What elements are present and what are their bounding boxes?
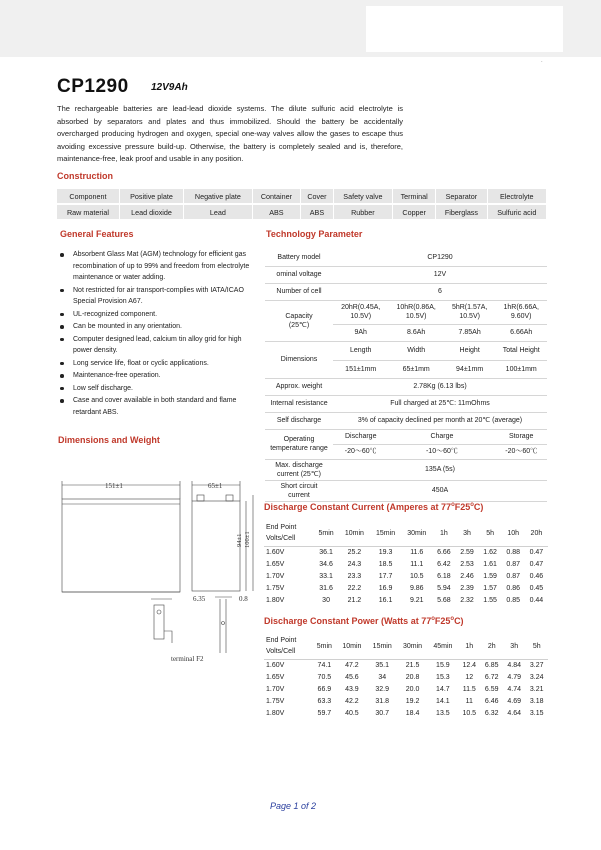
tech-label: Operating temperature range xyxy=(265,429,333,459)
table-cell: 21.5 xyxy=(405,662,420,669)
table-cell: 34.6 xyxy=(319,561,333,568)
table-cell: 24.3 xyxy=(347,561,362,568)
table-cell: 1.59 xyxy=(483,573,497,580)
table-cell: 0.45 xyxy=(529,585,544,592)
table-cell: 45.6 xyxy=(345,674,359,681)
tech-row xyxy=(265,266,547,283)
top-band xyxy=(0,0,601,57)
table-cell: 25.2 xyxy=(347,549,362,556)
power-heading-mid: F25 xyxy=(434,616,451,626)
power-discharge-table xyxy=(264,634,548,720)
table-cell: 11 xyxy=(465,698,473,705)
terminal-label: terminal F2 xyxy=(171,655,204,663)
feature-item: Can be mounted in any orientation. xyxy=(58,321,250,333)
tech-row xyxy=(265,249,547,266)
end-voltage-cell: 1.70V xyxy=(266,686,285,693)
power-header-cell: 30min xyxy=(397,634,427,659)
construction-cell: Raw material xyxy=(57,204,119,220)
current-header-cell: 5h xyxy=(479,521,502,546)
power-header-cell: 10min xyxy=(337,634,367,659)
tech-row xyxy=(265,300,547,324)
table-cell: 21.2 xyxy=(347,597,362,604)
table-cell: 0.46 xyxy=(529,573,544,580)
table-cell: 9.21 xyxy=(409,597,424,604)
end-voltage-cell: 1.60V xyxy=(266,662,285,669)
tech-label: Short circuit current xyxy=(265,480,333,501)
tech-row xyxy=(265,395,547,412)
terminal-detail-drawing xyxy=(151,597,232,653)
table-cell: 5.94 xyxy=(437,585,451,592)
table-cell: 13.5 xyxy=(436,710,450,717)
power-header-cell: 1h xyxy=(458,634,480,659)
table-cell: 4.69 xyxy=(507,698,522,705)
op-temp-value: -20～60℃ xyxy=(495,444,547,459)
table-cell: 2.32 xyxy=(460,597,474,604)
power-first-header: End Point Volts/Cell xyxy=(264,634,312,659)
table-cell: 3.27 xyxy=(529,662,544,669)
capacity-rate: 5hR(1.57A, 10.5V) xyxy=(444,300,496,324)
tech-heading: Technology Parameter xyxy=(266,229,363,239)
table-row xyxy=(264,696,548,708)
power-header-row xyxy=(264,634,548,659)
table-cell: 31.6 xyxy=(319,585,333,592)
power-header-cell: 45min xyxy=(428,634,458,659)
table-row xyxy=(264,571,548,583)
table-cell: 2.59 xyxy=(460,549,474,556)
dim-value: 65±1mm xyxy=(388,360,443,378)
current-heading-deg2: o xyxy=(470,502,474,508)
feature-item: Computer designed lead, calcium tin alloy grid for high power density. xyxy=(58,334,250,357)
current-header-cell: 10min xyxy=(339,521,370,546)
table-cell: 10.5 xyxy=(409,573,424,580)
table-cell: 16.9 xyxy=(378,585,393,592)
dim-value: 100±1mm xyxy=(495,360,547,378)
current-header-cell: 30min xyxy=(401,521,432,546)
current-body xyxy=(264,546,548,607)
table-cell: 15.9 xyxy=(436,662,450,669)
dim-header: Total Height xyxy=(495,341,547,360)
op-temp-value: -20～60℃ xyxy=(333,444,388,459)
table-cell: 19.2 xyxy=(405,698,420,705)
table-cell: 14.1 xyxy=(436,698,450,705)
table-cell: 17.7 xyxy=(378,573,393,580)
intro-paragraph: The rechargeable batteries are lead-lead dioxide systems. The dilute sulfuric acid electrolyte is absorbed by separators and plates and thus immobilized. Should the battery be accidentally overcharged producing hydrogen and oxygen, special one-way valves allow the gases to escape thus avoiding excessive pressure build-up. Otherwise, the battery is completely sealed and is, therefore, maintenance-free, leak proof and usable in any position. xyxy=(57,104,403,164)
tech-value: CP1290 xyxy=(333,249,547,266)
table-cell: 0.85 xyxy=(506,597,521,604)
table-cell: 18.4 xyxy=(405,710,420,717)
current-header-cell: 10h xyxy=(502,521,525,546)
construction-header-cell: Component xyxy=(57,189,119,204)
table-cell: 40.5 xyxy=(345,710,359,717)
end-voltage-cell: 1.60V xyxy=(266,549,285,556)
table-cell: 30 xyxy=(322,597,330,604)
power-header-cell: 3h xyxy=(503,634,525,659)
op-temp-header: Storage xyxy=(495,429,547,444)
table-cell: 18.5 xyxy=(378,561,393,568)
capacity-value: 9Ah xyxy=(333,324,388,341)
table-cell: 14.7 xyxy=(436,686,450,693)
table-cell: 6.42 xyxy=(437,561,451,568)
feature-item: Case and cover available in both standard and flame retardant ABS. xyxy=(58,395,250,418)
power-heading-post: C) xyxy=(454,616,464,626)
table-cell: 20.8 xyxy=(405,674,420,681)
tab-thickness-label: 0.8 xyxy=(239,595,248,603)
capacity-rate: 10hR(0.86A, 10.5V) xyxy=(388,300,443,324)
construction-cell: Lead xyxy=(184,204,252,220)
tech-row xyxy=(265,480,547,501)
construction-cell: Copper xyxy=(393,204,436,220)
table-cell: 6.32 xyxy=(484,710,499,717)
tech-label: Battery model xyxy=(265,249,333,266)
tech-value: 135A (5s) xyxy=(333,459,547,480)
construction-cell: Fiberglass xyxy=(436,204,487,220)
op-temp-header: Discharge xyxy=(333,429,388,444)
table-cell: 34 xyxy=(378,674,387,681)
table-cell: 11.5 xyxy=(462,686,476,693)
features-list xyxy=(58,249,250,419)
tech-value: 12V xyxy=(333,266,547,283)
tech-row xyxy=(265,429,547,444)
table-cell: 1.62 xyxy=(483,549,497,556)
features-heading: General Features xyxy=(60,229,134,239)
power-header-cell: 2h xyxy=(481,634,503,659)
table-cell: 4.79 xyxy=(507,674,522,681)
table-cell: 19.3 xyxy=(378,549,393,556)
table-row xyxy=(264,559,548,571)
current-discharge-table xyxy=(264,521,548,607)
table-cell: 70.5 xyxy=(317,674,332,681)
dim-header: Width xyxy=(388,341,443,360)
dimension-drawing xyxy=(60,471,255,671)
table-cell: 6.72 xyxy=(484,674,499,681)
logo-box xyxy=(366,6,563,52)
table-cell: 36.1 xyxy=(319,549,333,556)
current-header-row xyxy=(264,521,548,546)
tech-label: ominal voltage xyxy=(265,266,333,283)
table-cell: 4.74 xyxy=(507,686,522,693)
construction-cell: ABS xyxy=(252,204,301,220)
construction-header-row xyxy=(57,189,547,204)
table-cell: 42.2 xyxy=(345,698,359,705)
tech-label: Dimensions xyxy=(265,341,333,378)
tech-label: Approx. weight xyxy=(265,378,333,395)
table-row xyxy=(264,583,548,595)
tech-row xyxy=(265,412,547,429)
tech-label: Capacity (25℃) xyxy=(265,300,333,341)
dim-value: 94±1mm xyxy=(444,360,496,378)
table-cell: 20.0 xyxy=(405,686,420,693)
end-voltage-cell: 1.75V xyxy=(266,698,285,705)
capacity-value: 6.66Ah xyxy=(495,324,547,341)
construction-header-cell: Separator xyxy=(436,189,487,204)
table-cell: 0.47 xyxy=(529,561,544,568)
feature-item: Maintenance-free operation. xyxy=(58,370,250,382)
table-row xyxy=(264,672,548,684)
table-cell: 47.2 xyxy=(345,662,359,669)
table-cell: 10.5 xyxy=(462,710,477,717)
feature-item: Low self discharge. xyxy=(58,383,250,395)
table-cell: 12 xyxy=(465,674,474,681)
feature-item: Long service life, float or cyclic applications. xyxy=(58,358,250,370)
table-cell: 0.44 xyxy=(529,597,544,604)
current-header-cell: 20h xyxy=(525,521,548,546)
table-cell: 30.7 xyxy=(375,710,390,717)
tech-label: Max. discharge current (25℃) xyxy=(265,459,333,480)
feature-item: Absorbent Glass Mat (AGM) technology for efficient gas recombination of up to 99% and freedom from electrolyte maintenance or water adding. xyxy=(58,249,250,284)
capacity-rate: 20hR(0.45A, 10.5V) xyxy=(333,300,388,324)
height-label: 94±1 xyxy=(236,533,243,547)
table-cell: 63.3 xyxy=(317,698,332,705)
current-first-header: End Point Volts/Cell xyxy=(264,521,313,546)
table-cell: 9.86 xyxy=(409,585,424,592)
tech-value: 2.78Kg (6.13 lbs) xyxy=(333,378,547,395)
width-label: 65±1 xyxy=(208,482,223,490)
current-header-cell: 5min xyxy=(313,521,338,546)
table-cell: 4.64 xyxy=(507,710,522,717)
table-cell: 5.68 xyxy=(437,597,451,604)
power-body xyxy=(264,659,548,720)
tech-row xyxy=(265,283,547,300)
current-header-cell: 15min xyxy=(370,521,401,546)
table-cell: 33.1 xyxy=(319,573,333,580)
table-cell: 0.86 xyxy=(506,585,521,592)
table-cell: 4.84 xyxy=(507,662,522,669)
feature-item: Not restricted for air transport-complies with IATA/ICAO Special Provision A67. xyxy=(58,285,250,308)
current-table-heading xyxy=(264,502,483,512)
construction-header-cell: Cover xyxy=(301,189,334,204)
construction-header-cell: Safety valve xyxy=(333,189,392,204)
table-cell: 6.46 xyxy=(484,698,499,705)
page-footer: Page 1 of 2 xyxy=(270,801,317,811)
dim-value: 151±1mm xyxy=(333,360,388,378)
table-cell: 59.7 xyxy=(317,710,332,717)
tech-label: Internal resistance xyxy=(265,395,333,412)
table-cell: 1.55 xyxy=(483,597,497,604)
tech-value: 450A xyxy=(333,480,547,501)
table-cell: 1.57 xyxy=(483,585,497,592)
table-cell: 74.1 xyxy=(317,662,332,669)
tech-parameter-table xyxy=(265,249,547,502)
current-heading-mid: F25 xyxy=(454,502,471,512)
table-cell: 2.53 xyxy=(460,561,474,568)
current-heading-deg: o xyxy=(451,502,455,508)
power-heading-pre: Discharge Constant Power (Watts at 77 xyxy=(264,616,432,626)
capacity-value: 7.85Ah xyxy=(444,324,496,341)
power-heading-deg: o xyxy=(431,616,435,622)
table-cell: 23.3 xyxy=(347,573,362,580)
current-header-cell: 3h xyxy=(455,521,478,546)
construction-material-row xyxy=(57,204,547,220)
power-table-heading xyxy=(264,616,464,626)
construction-header-cell: Electrolyte xyxy=(487,189,546,204)
table-cell: 0.87 xyxy=(506,573,521,580)
table-cell: 2.39 xyxy=(460,585,474,592)
table-cell: 31.8 xyxy=(375,698,390,705)
power-header-cell: 5h xyxy=(525,634,548,659)
table-cell: 66.9 xyxy=(317,686,332,693)
capacity-value: 8.6Ah xyxy=(388,324,443,341)
tech-row xyxy=(265,341,547,360)
feature-item: UL-recognized component. xyxy=(58,309,250,321)
table-cell: 6.18 xyxy=(437,573,451,580)
table-cell: 11.6 xyxy=(410,549,424,556)
construction-cell: Sulfuric acid xyxy=(487,204,546,220)
table-cell: 6.66 xyxy=(437,549,451,556)
table-cell: 22.2 xyxy=(347,585,362,592)
table-row xyxy=(264,659,548,672)
end-voltage-cell: 1.65V xyxy=(266,561,285,568)
end-voltage-cell: 1.80V xyxy=(266,710,285,717)
table-cell: 1.61 xyxy=(483,561,497,568)
table-cell: 2.46 xyxy=(460,573,474,580)
op-temp-header: Charge xyxy=(388,429,495,444)
table-cell: 3.15 xyxy=(529,710,544,717)
header-dot: . xyxy=(541,58,543,64)
end-voltage-cell: 1.75V xyxy=(266,585,285,592)
table-cell: 32.9 xyxy=(375,686,390,693)
tech-row xyxy=(265,378,547,395)
construction-header-cell: Negative plate xyxy=(184,189,252,204)
power-heading-deg2: o xyxy=(450,616,455,622)
table-cell: 43.9 xyxy=(345,686,359,693)
tech-value: 6 xyxy=(333,283,547,300)
table-cell: 3.18 xyxy=(529,698,544,705)
construction-header-cell: Terminal xyxy=(393,189,436,204)
table-cell: 6.85 xyxy=(484,662,499,669)
table-cell: 0.47 xyxy=(529,549,544,556)
capacity-rate: 1hR(6.66A, 9.60V) xyxy=(495,300,547,324)
construction-cell: ABS xyxy=(301,204,334,220)
table-row xyxy=(264,708,548,720)
construction-heading: Construction xyxy=(57,171,113,181)
table-cell: 11.1 xyxy=(410,561,424,568)
table-cell: 3.21 xyxy=(529,686,544,693)
tech-label: Self discharge xyxy=(265,412,333,429)
tech-label: Number of cell xyxy=(265,283,333,300)
table-row xyxy=(264,684,548,696)
front-view-drawing xyxy=(62,481,180,592)
power-header-cell: 5min xyxy=(312,634,337,659)
dimensions-heading: Dimensions and Weight xyxy=(58,435,160,445)
table-cell: 6.59 xyxy=(484,686,499,693)
op-temp-value: -10～60℃ xyxy=(388,444,495,459)
tech-value: Full charged at 25℃: 11mOhms xyxy=(333,395,547,412)
table-cell: 15.3 xyxy=(436,674,450,681)
product-title: CP1290 xyxy=(57,76,129,97)
table-cell: 0.87 xyxy=(506,561,521,568)
table-cell: 35.1 xyxy=(375,662,390,669)
construction-header-cell: Positive plate xyxy=(119,189,183,204)
power-header-cell: 15min xyxy=(367,634,397,659)
construction-table xyxy=(57,189,547,221)
current-header-cell: 1h xyxy=(432,521,455,546)
dim-header: Length xyxy=(333,341,388,360)
table-cell: 3.24 xyxy=(529,674,544,681)
table-cell: 12.4 xyxy=(462,662,477,669)
table-cell: 16.1 xyxy=(378,597,393,604)
product-subtitle: 12V9Ah xyxy=(151,82,188,93)
table-row xyxy=(264,546,548,559)
total-height-label: 100±1 xyxy=(244,531,251,548)
table-row xyxy=(264,595,548,607)
tab-width-label: 6.35 xyxy=(193,595,206,603)
length-label: 151±1 xyxy=(105,482,123,490)
dim-header: Height xyxy=(444,341,496,360)
table-cell: 0.88 xyxy=(506,549,521,556)
end-voltage-cell: 1.70V xyxy=(266,573,285,580)
tech-row xyxy=(265,459,547,480)
end-voltage-cell: 1.65V xyxy=(266,674,285,681)
end-voltage-cell: 1.80V xyxy=(266,597,285,604)
construction-cell: Rubber xyxy=(333,204,392,220)
construction-cell: Lead dioxide xyxy=(119,204,183,220)
current-heading-pre: Discharge Constant Current (Amperes at 77 xyxy=(264,502,452,512)
construction-header-cell: Container xyxy=(252,189,301,204)
current-heading-post: C) xyxy=(473,502,484,512)
tech-value: 3% of capacity declined per month at 20℃ (average) xyxy=(333,412,547,429)
